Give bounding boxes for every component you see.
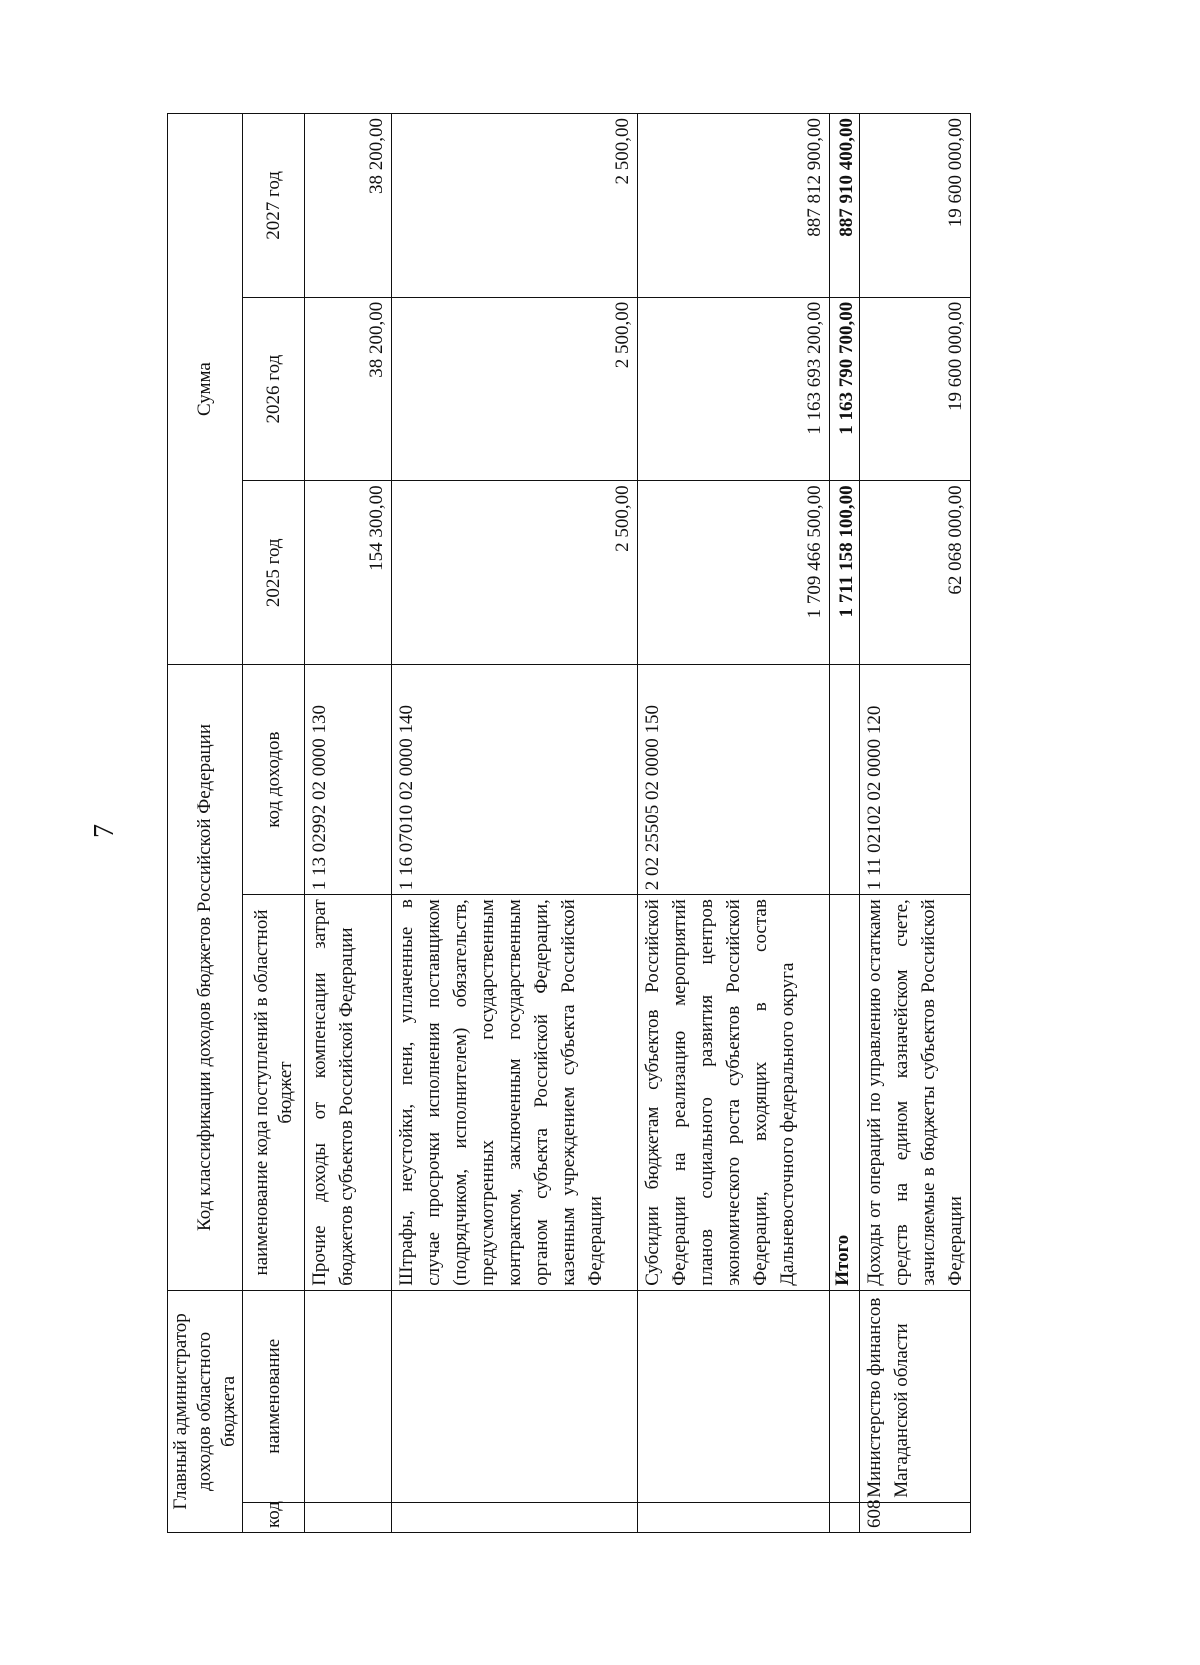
admin-name-cell <box>392 1290 638 1502</box>
income-code-cell: 2 02 25505 02 0000 150 <box>638 665 830 895</box>
income-name-cell: Прочие доходы от компенсации затрат бюджетов субъектов Российской Федерации <box>305 895 392 1291</box>
total-2025-cell: 1 711 158 100,00 <box>830 481 860 665</box>
admin-group-header: Главный администратор доходов областного бюджета <box>168 1290 243 1532</box>
income-code-header: код доходов <box>243 665 305 895</box>
header-row-2 <box>243 114 305 1533</box>
sum-2026-cell: 1 163 693 200,00 <box>638 297 830 481</box>
table-row <box>392 114 638 1533</box>
income-classification-table <box>167 113 971 1533</box>
admin-code-cell <box>638 1502 830 1532</box>
year-2027-header: 2027 год <box>243 114 305 298</box>
sum-2025-cell: 1 709 466 500,00 <box>638 481 830 665</box>
total-row <box>830 114 860 1533</box>
admin-name-cell <box>305 1290 392 1502</box>
income-name-header: наименование кода поступлений в областной бюджет <box>243 895 305 1291</box>
admin-code-header: код <box>243 1502 305 1532</box>
table-row <box>860 114 971 1533</box>
income-name-cell: Субсидии бюджетам субъектов Российской Федерации на реализацию мероприятий планов социального развития центров экономического роста субъектов Российской Федерации, входящих в состав Дальневосточного федерального округа <box>638 895 830 1291</box>
admin-name-cell: Министерство финансов Магаданской области <box>860 1290 971 1502</box>
sum-2025-cell: 62 068 000,00 <box>860 481 971 665</box>
sum-2027-cell: 38 200,00 <box>305 114 392 298</box>
sum-2025-cell: 154 300,00 <box>305 481 392 665</box>
income-name-cell: Доходы от операций по управлению остатками средств на едином казначейском счете, зачисляемые в бюджеты субъектов Российской Федерации <box>860 895 971 1291</box>
sum-2026-cell: 38 200,00 <box>305 297 392 481</box>
header-row-1 <box>168 114 243 1533</box>
page-number: 7 <box>89 824 120 838</box>
sum-group-header: Сумма <box>168 114 243 665</box>
year-2025-header: 2025 год <box>243 481 305 665</box>
income-code-cell: 1 13 02992 02 0000 130 <box>305 665 392 895</box>
admin-code-cell: 608 <box>860 1502 971 1532</box>
admin-code-cell <box>305 1502 392 1532</box>
income-code-cell <box>830 665 860 895</box>
sum-2025-cell: 2 500,00 <box>392 481 638 665</box>
table-row <box>305 114 392 1533</box>
income-code-cell: 1 16 07010 02 0000 140 <box>392 665 638 895</box>
sum-2026-cell: 19 600 000,00 <box>860 297 971 481</box>
year-2026-header: 2026 год <box>243 297 305 481</box>
admin-name-cell <box>830 1290 860 1502</box>
admin-name-header: наименование <box>243 1290 305 1502</box>
admin-code-cell <box>392 1502 638 1532</box>
sum-2027-cell: 19 600 000,00 <box>860 114 971 298</box>
sum-2027-cell: 2 500,00 <box>392 114 638 298</box>
admin-code-cell <box>830 1502 860 1532</box>
budget-table-sheet <box>167 113 1017 1533</box>
sum-2026-cell: 2 500,00 <box>392 297 638 481</box>
income-code-cell: 1 11 02102 02 0000 120 <box>860 665 971 895</box>
income-name-cell: Штрафы, неустойки, пени, уплаченные в случае просрочки исполнения поставщиком (подрядчиком, исполнителем) обязательств, предусмотренных государственным контрактом, заключенным государственным органом субъекта Российской Федерации, казенным учреждением субъекта Российской Федерации <box>392 895 638 1291</box>
classification-group-header: Код классификации доходов бюджетов Российской Федерации <box>168 665 243 1291</box>
total-label: Итого <box>830 895 860 1291</box>
total-2027-cell: 887 910 400,00 <box>830 114 860 298</box>
total-2026-cell: 1 163 790 700,00 <box>830 297 860 481</box>
admin-name-cell <box>638 1290 830 1502</box>
table-row <box>638 114 830 1533</box>
sum-2027-cell: 887 812 900,00 <box>638 114 830 298</box>
